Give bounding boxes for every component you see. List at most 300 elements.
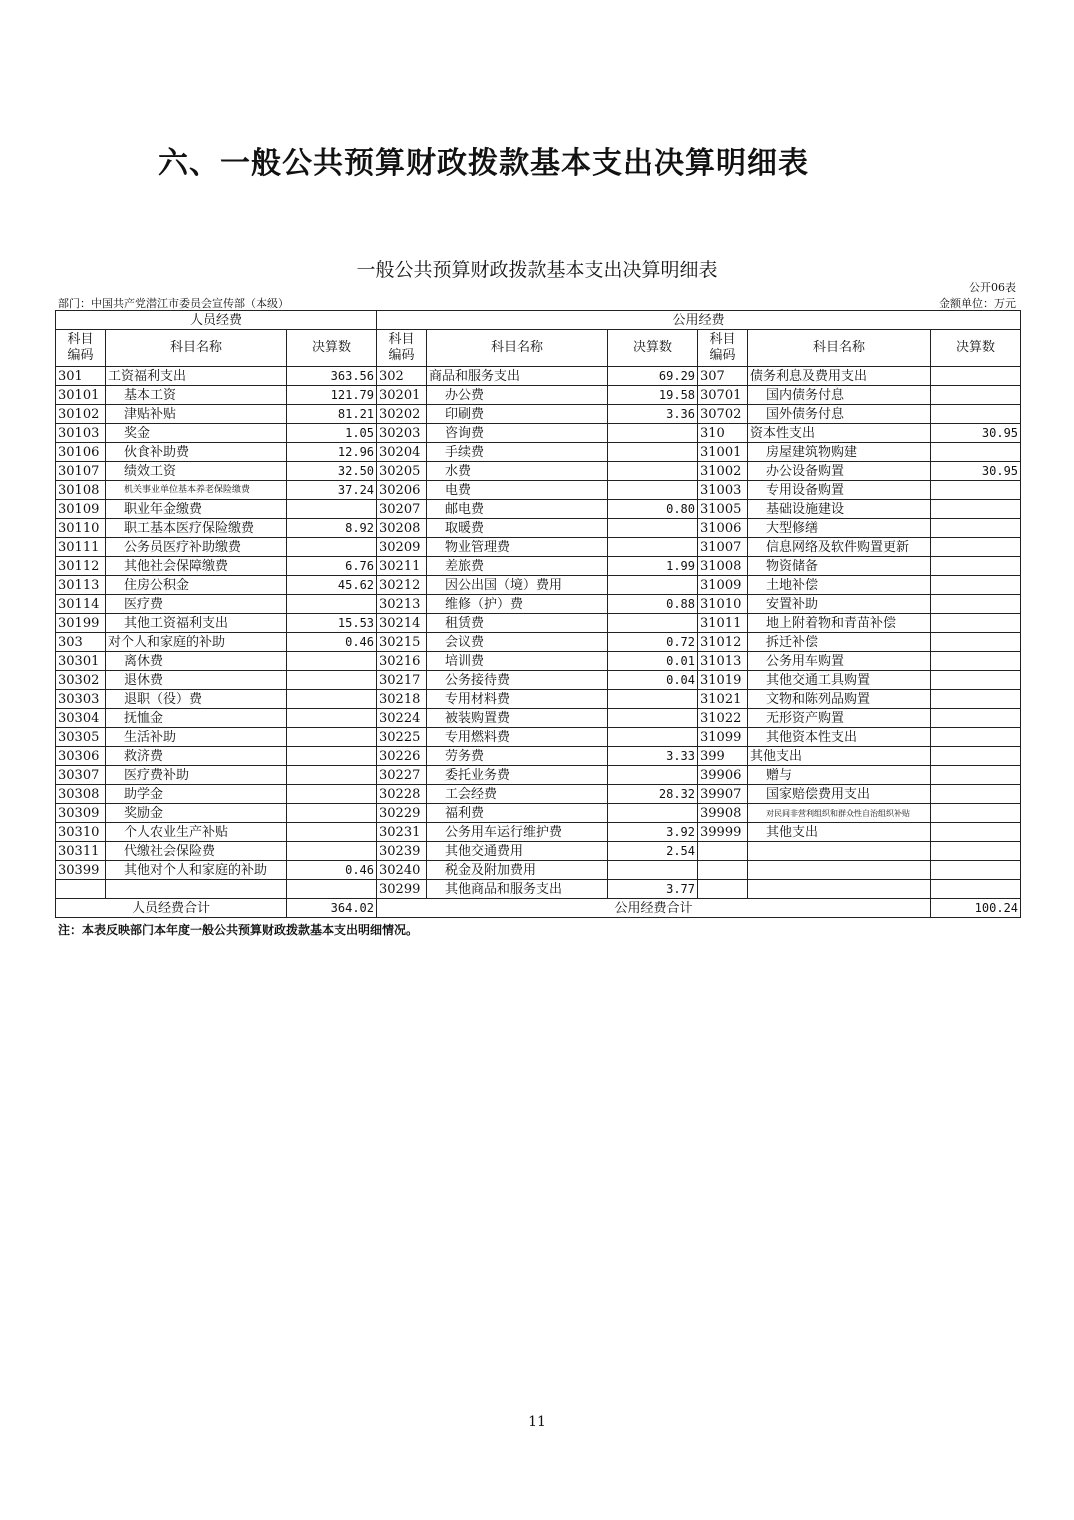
name-cell: 个人农业生产补贴 — [106, 823, 287, 842]
amount-cell: 28.32 — [608, 785, 698, 804]
code-cell: 30202 — [377, 405, 427, 424]
code-cell: 30106 — [56, 443, 106, 462]
code-cell: 30103 — [56, 424, 106, 443]
table-row — [56, 766, 1021, 785]
name-cell: 其他社会保障缴费 — [106, 557, 287, 576]
table-row — [56, 481, 1021, 500]
amount-cell: 3.36 — [608, 405, 698, 424]
amount-cell: 15.53 — [287, 614, 377, 633]
name-cell: 住房公积金 — [106, 576, 287, 595]
amount-cell — [287, 671, 377, 690]
name-cell: 电费 — [427, 481, 608, 500]
amount-cell — [931, 880, 1021, 899]
table-row — [56, 785, 1021, 804]
code-cell: 31009 — [698, 576, 748, 595]
table-row — [56, 538, 1021, 557]
amount-cell — [931, 842, 1021, 861]
expenditure-table — [55, 310, 1021, 918]
code-cell: 30214 — [377, 614, 427, 633]
name-cell: 手续费 — [427, 443, 608, 462]
table-row — [56, 633, 1021, 652]
name-cell: 维修（护）费 — [427, 595, 608, 614]
code-cell: 30208 — [377, 519, 427, 538]
amount-cell: 3.92 — [608, 823, 698, 842]
amount-cell — [608, 481, 698, 500]
amount-cell — [287, 690, 377, 709]
name-cell: 取暖费 — [427, 519, 608, 538]
amount-cell — [608, 709, 698, 728]
name-header: 科目名称 — [106, 330, 287, 367]
totals-row — [56, 899, 1021, 918]
amount-cell — [931, 443, 1021, 462]
code-cell: 30109 — [56, 500, 106, 519]
name-cell: 水费 — [427, 462, 608, 481]
code-cell: 30201 — [377, 386, 427, 405]
table-row — [56, 652, 1021, 671]
amount-cell: 19.58 — [608, 386, 698, 405]
amount-cell — [608, 728, 698, 747]
code-cell: 30701 — [698, 386, 748, 405]
amount-cell — [287, 747, 377, 766]
name-cell: 办公费 — [427, 386, 608, 405]
name-cell: 其他资本性支出 — [748, 728, 931, 747]
amount-cell — [931, 861, 1021, 880]
amount-cell — [287, 500, 377, 519]
amount-cell — [287, 842, 377, 861]
amount-cell — [287, 785, 377, 804]
code-header: 科目 编码 — [698, 330, 748, 367]
name-cell: 对个人和家庭的补助 — [106, 633, 287, 652]
amount-cell — [608, 766, 698, 785]
name-cell — [748, 842, 931, 861]
amount-cell — [287, 728, 377, 747]
name-cell: 退职（役）费 — [106, 690, 287, 709]
code-cell: 30229 — [377, 804, 427, 823]
name-cell: 债务利息及费用支出 — [748, 367, 931, 386]
code-cell: 31002 — [698, 462, 748, 481]
code-cell: 30307 — [56, 766, 106, 785]
name-cell: 无形资产购置 — [748, 709, 931, 728]
code-cell: 30309 — [56, 804, 106, 823]
name-cell: 专用材料费 — [427, 690, 608, 709]
name-cell — [106, 880, 287, 899]
public-header: 公用经费 — [377, 311, 1021, 330]
amount-cell — [931, 804, 1021, 823]
amount-cell: 81.21 — [287, 405, 377, 424]
code-cell: 31003 — [698, 481, 748, 500]
name-cell: 土地补偿 — [748, 576, 931, 595]
amount-cell — [287, 538, 377, 557]
amount-cell — [931, 614, 1021, 633]
table-row — [56, 614, 1021, 633]
amount-cell: 1.99 — [608, 557, 698, 576]
code-cell: 30304 — [56, 709, 106, 728]
personnel-total-label: 人员经费合计 — [56, 899, 287, 918]
name-cell: 地上附着物和青苗补偿 — [748, 614, 931, 633]
table-row — [56, 367, 1021, 386]
table-row — [56, 443, 1021, 462]
code-cell: 31013 — [698, 652, 748, 671]
table-row — [56, 747, 1021, 766]
amount-cell — [608, 804, 698, 823]
code-cell: 30199 — [56, 614, 106, 633]
table-row — [56, 709, 1021, 728]
name-cell: 差旅费 — [427, 557, 608, 576]
name-cell: 安置补助 — [748, 595, 931, 614]
name-cell: 会议费 — [427, 633, 608, 652]
amount-cell — [608, 443, 698, 462]
table-row — [56, 462, 1021, 481]
name-cell: 绩效工资 — [106, 462, 287, 481]
name-cell: 被装购置费 — [427, 709, 608, 728]
code-cell: 31021 — [698, 690, 748, 709]
name-cell: 因公出国（境）费用 — [427, 576, 608, 595]
code-cell: 30311 — [56, 842, 106, 861]
amount-cell: 2.54 — [608, 842, 698, 861]
name-cell: 国外债务付息 — [748, 405, 931, 424]
name-cell: 职业年金缴费 — [106, 500, 287, 519]
name-cell: 劳务费 — [427, 747, 608, 766]
amount-cell — [287, 823, 377, 842]
code-cell: 31010 — [698, 595, 748, 614]
name-cell: 培训费 — [427, 652, 608, 671]
name-cell: 机关事业单位基本养老保险缴费 — [106, 481, 287, 500]
name-cell: 福利费 — [427, 804, 608, 823]
code-cell: 30231 — [377, 823, 427, 842]
code-cell: 30112 — [56, 557, 106, 576]
code-cell: 30308 — [56, 785, 106, 804]
amount-cell: 0.01 — [608, 652, 698, 671]
code-cell: 30301 — [56, 652, 106, 671]
name-cell: 其他工资福利支出 — [106, 614, 287, 633]
table-row — [56, 823, 1021, 842]
code-cell: 30702 — [698, 405, 748, 424]
personnel-header: 人员经费 — [56, 311, 377, 330]
code-cell: 30209 — [377, 538, 427, 557]
name-cell: 委托业务费 — [427, 766, 608, 785]
amount-cell: 1.05 — [287, 424, 377, 443]
code-cell: 30108 — [56, 481, 106, 500]
code-cell: 31008 — [698, 557, 748, 576]
amount-cell: 8.92 — [287, 519, 377, 538]
code-cell: 30239 — [377, 842, 427, 861]
code-cell — [698, 861, 748, 880]
table-row — [56, 405, 1021, 424]
code-cell: 30299 — [377, 880, 427, 899]
amount-cell — [931, 500, 1021, 519]
table-row — [56, 842, 1021, 861]
code-cell: 30102 — [56, 405, 106, 424]
amount-cell — [931, 519, 1021, 538]
code-cell: 399 — [698, 747, 748, 766]
amount-cell — [931, 405, 1021, 424]
code-cell: 30215 — [377, 633, 427, 652]
page-title: 六、一般公共预算财政拨款基本支出决算明细表 — [158, 146, 809, 181]
amount-cell — [931, 728, 1021, 747]
code-cell: 31022 — [698, 709, 748, 728]
code-cell: 30217 — [377, 671, 427, 690]
amount-cell — [931, 367, 1021, 386]
name-cell: 公务接待费 — [427, 671, 608, 690]
code-cell: 30240 — [377, 861, 427, 880]
code-cell: 31005 — [698, 500, 748, 519]
name-cell: 抚恤金 — [106, 709, 287, 728]
name-cell: 专用设备购置 — [748, 481, 931, 500]
name-cell: 文物和陈列品购置 — [748, 690, 931, 709]
public-total-value: 100.24 — [931, 899, 1021, 918]
code-cell: 39907 — [698, 785, 748, 804]
amount-cell: 0.80 — [608, 500, 698, 519]
code-cell — [698, 842, 748, 861]
table-row — [56, 728, 1021, 747]
code-cell: 31007 — [698, 538, 748, 557]
name-cell: 物资储备 — [748, 557, 931, 576]
table-row — [56, 557, 1021, 576]
name-cell: 基本工资 — [106, 386, 287, 405]
code-cell: 30212 — [377, 576, 427, 595]
code-cell: 307 — [698, 367, 748, 386]
amount-cell: 12.96 — [287, 443, 377, 462]
amount-cell — [608, 690, 698, 709]
amount-cell — [931, 481, 1021, 500]
amount-cell: 121.79 — [287, 386, 377, 405]
code-cell: 31011 — [698, 614, 748, 633]
amount-cell — [287, 880, 377, 899]
code-cell: 39908 — [698, 804, 748, 823]
amount-cell: 30.95 — [931, 462, 1021, 481]
table-row — [56, 386, 1021, 405]
personnel-total-value: 364.02 — [287, 899, 377, 918]
name-cell: 奖金 — [106, 424, 287, 443]
amount-cell: 3.77 — [608, 880, 698, 899]
code-cell: 31006 — [698, 519, 748, 538]
name-cell: 房屋建筑物购建 — [748, 443, 931, 462]
code-cell: 30101 — [56, 386, 106, 405]
table-row — [56, 671, 1021, 690]
code-cell: 310 — [698, 424, 748, 443]
amount-header: 决算数 — [608, 330, 698, 367]
amount-cell: 0.46 — [287, 633, 377, 652]
code-cell: 30305 — [56, 728, 106, 747]
amount-cell — [931, 709, 1021, 728]
name-cell: 其他支出 — [748, 823, 931, 842]
amount-cell — [608, 861, 698, 880]
amount-cell — [931, 386, 1021, 405]
code-cell: 30206 — [377, 481, 427, 500]
name-cell: 代缴社会保险费 — [106, 842, 287, 861]
table-row — [56, 690, 1021, 709]
table-title: 一般公共预算财政拨款基本支出决算明细表 — [356, 259, 718, 281]
page-number: 11 — [528, 1414, 546, 1430]
name-cell: 租赁费 — [427, 614, 608, 633]
code-cell: 30228 — [377, 785, 427, 804]
amount-cell — [608, 462, 698, 481]
name-cell: 专用燃料费 — [427, 728, 608, 747]
table-row — [56, 804, 1021, 823]
name-cell: 退休费 — [106, 671, 287, 690]
amount-cell: 0.88 — [608, 595, 698, 614]
name-cell: 救济费 — [106, 747, 287, 766]
code-cell: 30218 — [377, 690, 427, 709]
code-cell: 30113 — [56, 576, 106, 595]
table-note: 注：本表反映部门本年度一般公共预算财政拨款基本支出明细情况。 — [58, 923, 419, 937]
name-cell: 伙食补助费 — [106, 443, 287, 462]
name-cell: 大型修缮 — [748, 519, 931, 538]
code-cell: 31019 — [698, 671, 748, 690]
code-cell: 31012 — [698, 633, 748, 652]
code-cell: 30204 — [377, 443, 427, 462]
name-cell — [748, 861, 931, 880]
name-cell: 税金及附加费用 — [427, 861, 608, 880]
table-row — [56, 519, 1021, 538]
amount-cell: 37.24 — [287, 481, 377, 500]
name-cell — [748, 880, 931, 899]
name-cell: 职工基本医疗保险缴费 — [106, 519, 287, 538]
name-cell: 国内债务付息 — [748, 386, 931, 405]
amount-cell — [931, 747, 1021, 766]
amount-cell — [608, 538, 698, 557]
code-cell: 30114 — [56, 595, 106, 614]
name-cell: 信息网络及软件购置更新 — [748, 538, 931, 557]
table-row — [56, 500, 1021, 519]
code-cell — [698, 880, 748, 899]
amount-cell — [931, 766, 1021, 785]
amount-cell — [287, 804, 377, 823]
amount-cell — [931, 557, 1021, 576]
name-cell: 赠与 — [748, 766, 931, 785]
amount-cell — [287, 709, 377, 728]
amount-cell — [931, 652, 1021, 671]
table-row — [56, 424, 1021, 443]
amount-cell: 363.56 — [287, 367, 377, 386]
amount-cell — [931, 538, 1021, 557]
name-cell: 津贴补贴 — [106, 405, 287, 424]
amount-cell — [931, 595, 1021, 614]
name-cell: 资本性支出 — [748, 424, 931, 443]
amount-cell — [287, 595, 377, 614]
form-number: 公开06表 — [969, 281, 1016, 294]
amount-cell: 0.46 — [287, 861, 377, 880]
code-cell: 31001 — [698, 443, 748, 462]
amount-cell — [608, 424, 698, 443]
name-cell: 国家赔偿费用支出 — [748, 785, 931, 804]
amount-cell: 0.04 — [608, 671, 698, 690]
code-cell: 30216 — [377, 652, 427, 671]
code-cell — [56, 880, 106, 899]
amount-cell — [931, 823, 1021, 842]
table-row — [56, 861, 1021, 880]
code-cell: 31099 — [698, 728, 748, 747]
name-cell: 其他交通工具购置 — [748, 671, 931, 690]
code-header: 科目 编码 — [56, 330, 106, 367]
name-cell: 生活补助 — [106, 728, 287, 747]
amount-header: 决算数 — [287, 330, 377, 367]
code-cell: 30303 — [56, 690, 106, 709]
name-cell: 印刷费 — [427, 405, 608, 424]
amount-cell — [287, 652, 377, 671]
name-cell: 办公设备购置 — [748, 462, 931, 481]
code-cell: 30306 — [56, 747, 106, 766]
name-cell: 工资福利支出 — [106, 367, 287, 386]
name-cell: 医疗费 — [106, 595, 287, 614]
code-cell: 39999 — [698, 823, 748, 842]
amount-cell — [608, 614, 698, 633]
name-cell: 公务用车购置 — [748, 652, 931, 671]
code-cell: 30225 — [377, 728, 427, 747]
code-cell: 30207 — [377, 500, 427, 519]
name-cell: 其他商品和服务支出 — [427, 880, 608, 899]
code-cell: 303 — [56, 633, 106, 652]
name-cell: 基础设施建设 — [748, 500, 931, 519]
public-total-label: 公用经费合计 — [377, 899, 931, 918]
amount-cell — [931, 671, 1021, 690]
name-cell: 其他支出 — [748, 747, 931, 766]
code-cell: 30224 — [377, 709, 427, 728]
amount-cell — [931, 690, 1021, 709]
name-cell: 拆迁补偿 — [748, 633, 931, 652]
table-row — [56, 576, 1021, 595]
name-cell: 公务员医疗补助缴费 — [106, 538, 287, 557]
code-cell: 30111 — [56, 538, 106, 557]
name-cell: 商品和服务支出 — [427, 367, 608, 386]
amount-cell — [931, 576, 1021, 595]
amount-header: 决算数 — [931, 330, 1021, 367]
amount-cell — [608, 519, 698, 538]
code-cell: 39906 — [698, 766, 748, 785]
name-cell: 物业管理费 — [427, 538, 608, 557]
name-cell: 助学金 — [106, 785, 287, 804]
code-cell: 30227 — [377, 766, 427, 785]
amount-cell — [287, 766, 377, 785]
amount-cell: 3.33 — [608, 747, 698, 766]
code-cell: 30226 — [377, 747, 427, 766]
code-header: 科目 编码 — [377, 330, 427, 367]
code-cell: 30399 — [56, 861, 106, 880]
amount-cell: 30.95 — [931, 424, 1021, 443]
code-cell: 30110 — [56, 519, 106, 538]
amount-cell: 32.50 — [287, 462, 377, 481]
code-cell: 30205 — [377, 462, 427, 481]
name-cell: 奖励金 — [106, 804, 287, 823]
amount-cell — [608, 576, 698, 595]
code-cell: 30302 — [56, 671, 106, 690]
amount-cell: 45.62 — [287, 576, 377, 595]
table-row — [56, 595, 1021, 614]
amount-cell: 69.29 — [608, 367, 698, 386]
table-row — [56, 880, 1021, 899]
name-cell: 公务用车运行维护费 — [427, 823, 608, 842]
code-cell: 301 — [56, 367, 106, 386]
department-label: 部门：中国共产党潜江市委员会宣传部（本级） — [58, 297, 289, 310]
amount-unit-label: 金额单位：万元 — [939, 297, 1016, 310]
name-cell: 其他交通费用 — [427, 842, 608, 861]
code-cell: 30107 — [56, 462, 106, 481]
code-cell: 30203 — [377, 424, 427, 443]
name-cell: 医疗费补助 — [106, 766, 287, 785]
name-cell: 咨询费 — [427, 424, 608, 443]
name-cell: 离休费 — [106, 652, 287, 671]
name-cell: 邮电费 — [427, 500, 608, 519]
amount-cell: 6.76 — [287, 557, 377, 576]
code-cell: 30213 — [377, 595, 427, 614]
name-cell: 其他对个人和家庭的补助 — [106, 861, 287, 880]
name-header: 科目名称 — [427, 330, 608, 367]
name-cell: 工会经费 — [427, 785, 608, 804]
amount-cell: 0.72 — [608, 633, 698, 652]
code-cell: 302 — [377, 367, 427, 386]
amount-cell — [931, 785, 1021, 804]
name-header: 科目名称 — [748, 330, 931, 367]
